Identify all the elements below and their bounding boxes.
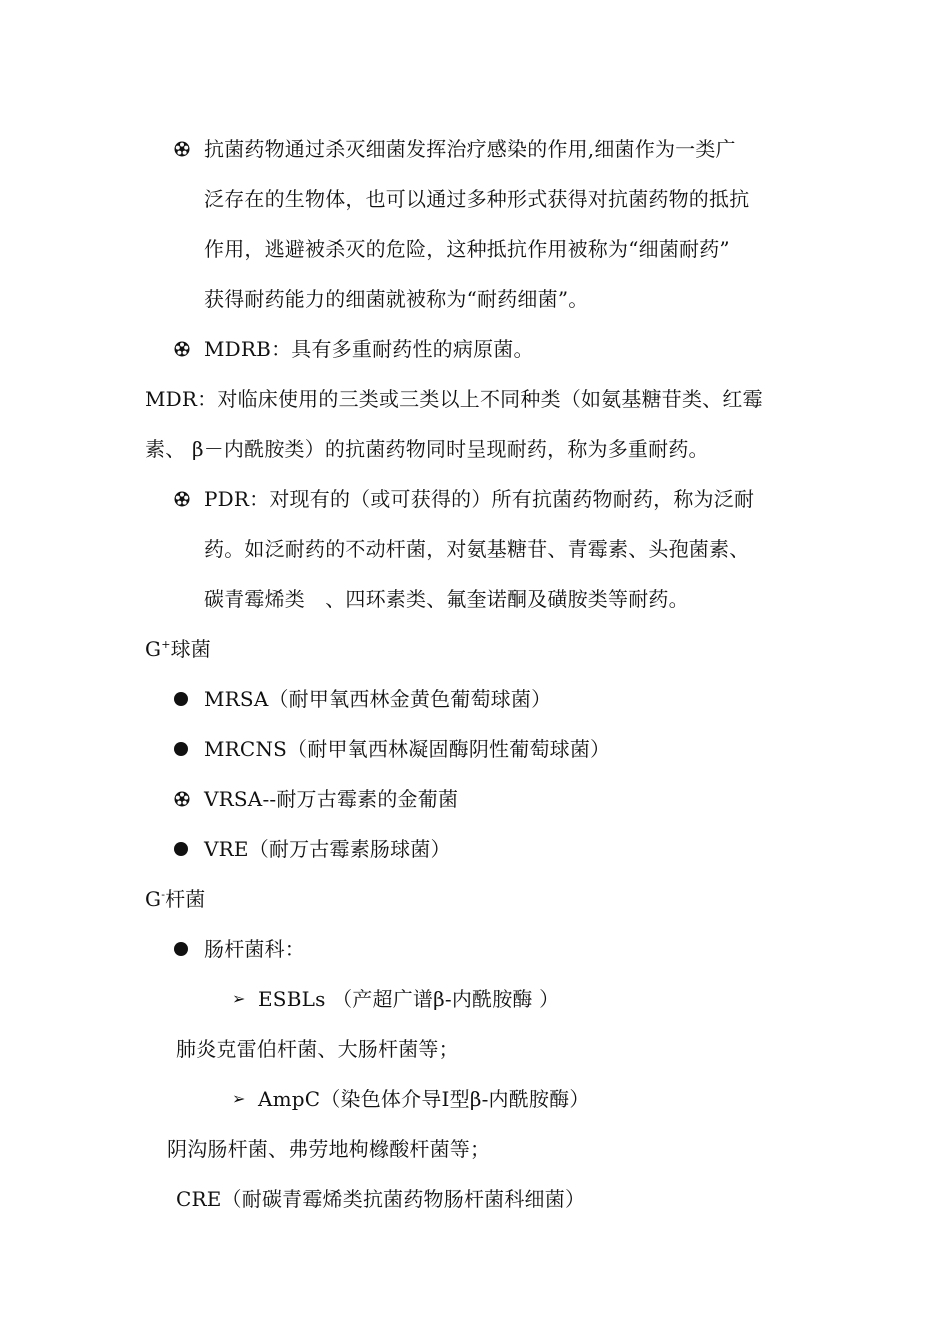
dot-bullet-icon: [174, 842, 188, 856]
list-item: VRE（耐万古霉素肠球菌）: [204, 837, 451, 861]
gram-heading-text: 杆菌: [165, 887, 206, 911]
dot-bullet-icon: [174, 742, 188, 756]
arrow-bullet-icon: ➢: [232, 989, 246, 1008]
gram-letter: G: [145, 887, 162, 911]
ampc-item: AmpC（染色体介导Ⅰ型β-内酰胺酶）: [258, 1087, 590, 1111]
flower-bullet-icon: [174, 341, 190, 357]
para1-line3: 作用，逃避被杀灭的危险，这种抵抗作用被称为“细菌耐药”: [204, 237, 730, 261]
mdr-line2: 素、 β－内酰胺类）的抗菌药物同时呈现耐药，称为多重耐药。: [145, 437, 709, 461]
para1-line1: 抗菌药物通过杀灭细菌发挥治疗感染的作用,细菌作为一类广: [204, 137, 736, 161]
pdr-line2: 药。如泛耐药的不动杆菌，对氨基糖苷、青霉素、头孢菌素、: [204, 537, 750, 561]
flower-bullet-icon: [174, 491, 190, 507]
para1-line2: 泛存在的生物体，也可以通过多种形式获得对抗菌药物的抵抗: [204, 187, 750, 211]
flower-bullet-icon: [174, 791, 190, 807]
enterobacteriaceae-label: 肠杆菌科：: [204, 937, 305, 961]
gram-heading-text: 球菌: [170, 637, 212, 661]
dot-bullet-icon: [174, 692, 188, 706]
esbl-item: ESBLs （产超广谱β-内酰胺酶 ）: [258, 987, 560, 1011]
mdrb-definition: MDRB：具有多重耐药性的病原菌。: [204, 337, 534, 361]
gram-sign: +: [161, 638, 171, 651]
cre-item: CRE（耐碳青霉烯类抗菌药物肠杆菌科细菌）: [176, 1187, 586, 1211]
ampc-organisms: 阴沟肠杆菌、弗劳地枸橼酸杆菌等；: [167, 1137, 491, 1161]
arrow-bullet-icon: ➢: [232, 1089, 246, 1108]
esbl-organisms: 肺炎克雷伯杆菌、大肠杆菌等；: [176, 1037, 459, 1061]
gram-negative-heading: [145, 886, 206, 912]
list-item: MRCNS（耐甲氧西林凝固酶阴性葡萄球菌）: [204, 737, 611, 761]
dot-bullet-icon: [174, 942, 188, 956]
list-item: MRSA（耐甲氧西林金黄色葡萄球菌）: [204, 687, 552, 711]
gram-letter: G: [145, 637, 162, 661]
gram-sign: -: [161, 888, 166, 901]
pdr-line1: PDR：对现有的（或可获得的）所有抗菌药物耐药，称为泛耐: [204, 487, 755, 511]
mdr-line1: MDR：对临床使用的三类或三类以上不同种类（如氨基糖苷类、红霉: [145, 387, 763, 411]
pdr-line3: 碳青霉烯类 、四环素类、氟奎诺酮及磺胺类等耐药。: [204, 587, 689, 611]
list-item: VRSA--耐万古霉素的金葡菌: [204, 787, 459, 811]
para1-line4: 获得耐药能力的细菌就被称为“耐药细菌”。: [204, 287, 589, 311]
gram-positive-heading: [145, 636, 211, 662]
flower-bullet-icon: [174, 141, 190, 157]
